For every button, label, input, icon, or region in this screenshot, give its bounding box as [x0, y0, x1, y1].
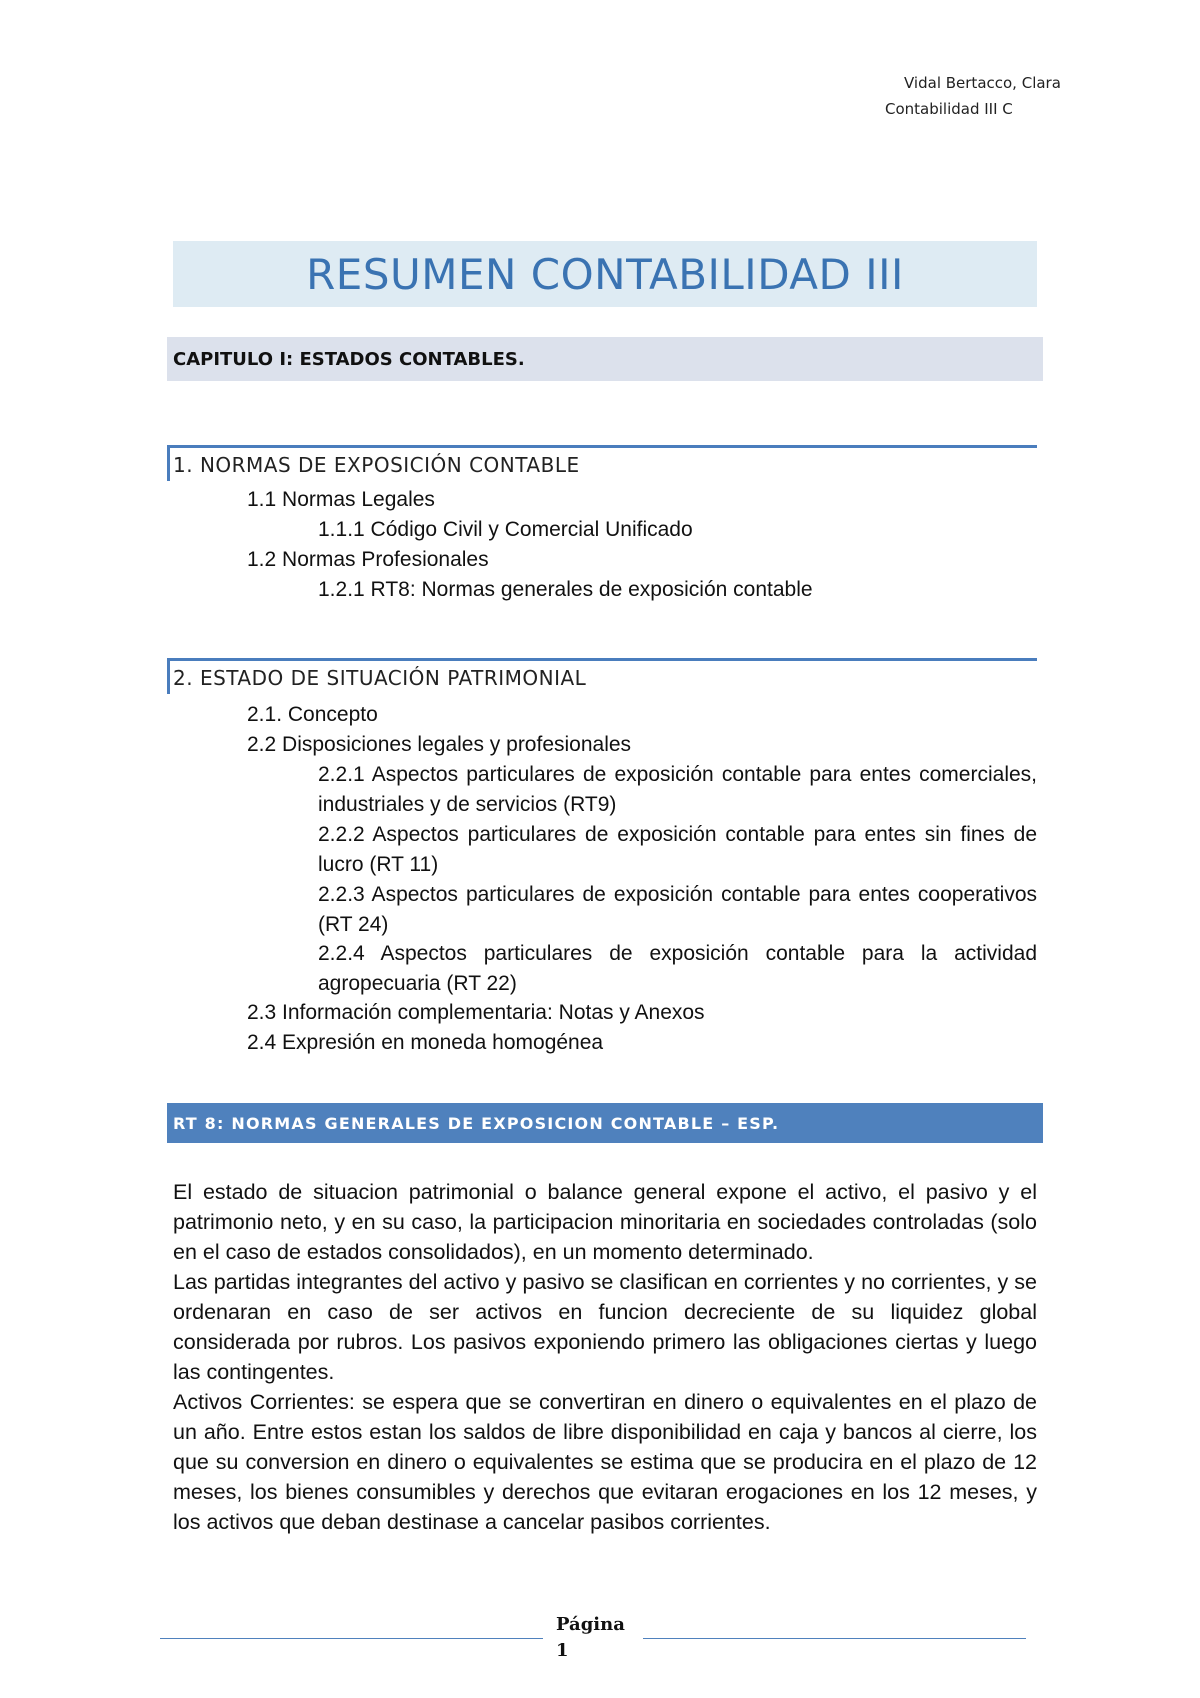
toc-item: 2.4 Expresión en moneda homogénea: [247, 1031, 604, 1054]
body-paragraph: El estado de situacion patrimonial o balance general expone el activo, el pasivo y el patrimonio neto, y en su caso, la participacion minoritaria en sociedades controladas (solo en el caso de estados consolidados), en un momento determinado.: [173, 1180, 1037, 1264]
toc-item: 2.2 Disposiciones legales y profesionales: [247, 733, 632, 756]
toc-item: 1.1.1 Código Civil y Comercial Unificado: [318, 518, 693, 541]
body-paragraph: Activos Corrientes: se espera que se convertiran en dinero o equivalentes en el plazo de un año. Entre estos estan los saldos de libre disponibilidad en caja y bancos al cierre, los que su conversion en dinero o equivalentes se estima que se producira en el plazo de 12 meses, los bienes consumibles y derechos que evitaran erogaciones en los 12 meses, y los activos que deban destinase a cancelar pasibos corrientes.: [173, 1390, 1037, 1534]
document-title: RESUMEN CONTABILIDAD III: [306, 249, 904, 299]
footer-rule-right: [643, 1638, 1026, 1639]
footer-page-number: 1: [556, 1640, 569, 1661]
header-author: Vidal Bertacco, Clara: [904, 74, 1061, 92]
chapter-heading: CAPITULO I: ESTADOS CONTABLES.: [173, 348, 525, 370]
toc-item: 1.2.1 RT8: Normas generales de exposición contable: [318, 578, 813, 601]
toc-item: 2.2.3 Aspectos particulares de exposición contable para entes cooperativos (RT 24): [318, 883, 1037, 936]
chapter-heading-box: [167, 337, 1043, 381]
body-paragraph: Las partidas integrantes del activo y pasivo se clasifican en corrientes y no corrientes, y se ordenaran en caso de ser activos en funcion decreciente de su liquidez global considerada por rubros. Los pasivos exponiendo primero las obligaciones ciertas y luego las contingentes.: [173, 1270, 1037, 1384]
section2-left-rule: [167, 658, 170, 694]
section1-title: 1. NORMAS DE EXPOSICIÓN CONTABLE: [173, 453, 580, 477]
footer-page-label: Página: [556, 1614, 625, 1635]
rt8-heading: RT 8: NORMAS GENERALES DE EXPOSICION CONTABLE – ESP.: [173, 1113, 780, 1133]
section1-left-rule: [167, 445, 170, 481]
toc-item: 2.2.2 Aspectos particulares de exposición contable para entes sin fines de lucro (RT 11): [318, 823, 1037, 876]
toc-item: 2.3 Información complementaria: Notas y Anexos: [247, 1001, 705, 1024]
toc-item: 2.2.1 Aspectos particulares de exposición contable para entes comerciales, industriales y de servicios (RT9): [318, 763, 1037, 816]
section2-title: 2. ESTADO DE SITUACIÓN PATRIMONIAL: [173, 666, 587, 690]
toc-item: 1.1 Normas Legales: [247, 488, 435, 511]
section1-rule: [167, 445, 1037, 448]
footer-rule-left: [160, 1638, 543, 1639]
section2-rule: [167, 658, 1037, 661]
header-course: Contabilidad III C: [885, 100, 1013, 118]
toc-item: 2.2.4 Aspectos particulares de exposición contable para la actividad agropecuaria (RT 22): [318, 942, 1037, 995]
rt8-heading-box: [167, 1103, 1043, 1143]
toc-item: 2.1. Concepto: [247, 703, 378, 726]
toc-item: 1.2 Normas Profesionales: [247, 548, 489, 571]
document-title-box: [173, 241, 1037, 307]
